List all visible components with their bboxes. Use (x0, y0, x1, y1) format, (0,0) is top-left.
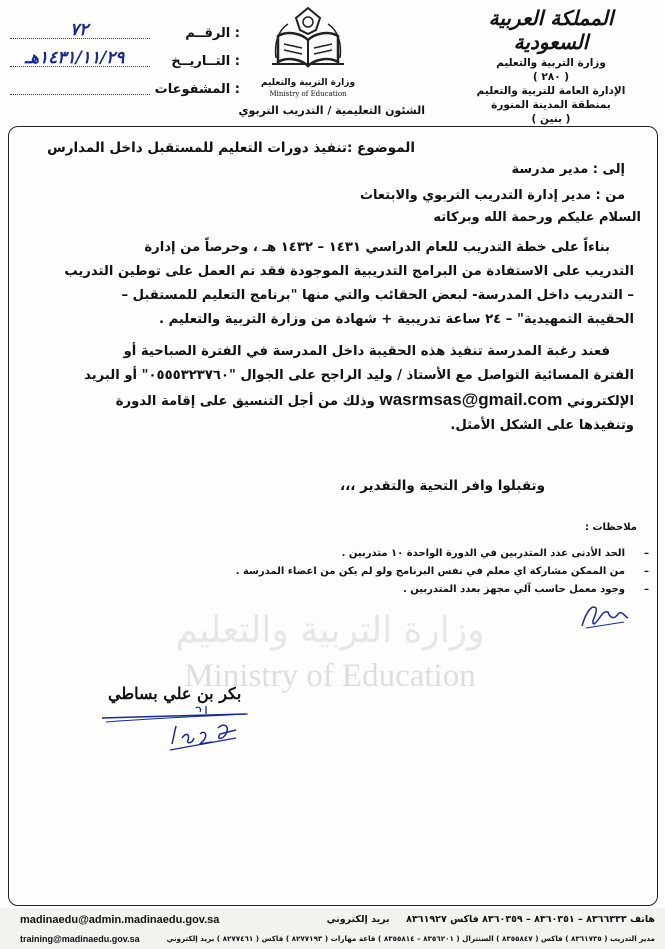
note-item: – من الممكن مشاركة اي معلم في نفس البرنامج ولو لم يكن من اعضاء المدرسة . (235, 566, 649, 577)
ministry-name: وزارة التربية والتعليم (496, 57, 606, 69)
attachments-row (10, 82, 240, 104)
date-row (10, 48, 240, 76)
footer-training-text: مدير التدريب ( ٨٣٦١٧٣٥ ) فاكس ( ٨٣٥٥٨٤٧ ) السنترال ( ٨٣٥٦٢٠١ – ٨٣٥٥٨١٤ ) قاعة مهارات ( ٨٢٧٧١٩٣ ) فاكس ( ٨٢٧٧٤٦١ ) بريد إلكتروني (166, 934, 655, 943)
watermark-en: Ministry of Education (184, 658, 476, 694)
paragraph-1-line-4: الحقيبة التمهيدية" – ٢٤ ساعة تدريبية + شهادة من وزارة التربية والتعليم . (158, 312, 634, 327)
footer-email-1[interactable]: madinaedu@admin.madinaedu.gov.sa (20, 914, 220, 926)
paragraph-2-line-4: وتنفيذها على الشكل الأمثل. (450, 418, 634, 433)
footer-training-line (20, 934, 655, 948)
kingdom-title: المملكة العربية السعودية (488, 6, 614, 54)
paragraph-2-line-3 (24, 388, 634, 414)
attachments-dotted-line (10, 94, 150, 95)
note-text: الحد الأدنى عدد المتدربين في الدورة الواحدة ١٠ متدربين . (341, 548, 625, 559)
body-paragraph-2 (24, 340, 634, 438)
ministry-code: ( ٢٨٠ ) (532, 71, 570, 83)
paragraph-1-line-2: التدريب على الاستفادة من البرامج التدريبية الموجودة فقد تم العمل على توطين التدريب (64, 264, 634, 279)
department-line: الشئون التعليمية / التدريب التربوي (238, 104, 425, 117)
handwritten-signature-icon (96, 704, 256, 756)
closing-line: وتقبلوا وافر التحية والتقدير ،،، (340, 478, 545, 494)
notes-title: ملاحظات : (584, 522, 637, 533)
paragraph-2-line-2: الفترة المسائية التواصل مع الأستاذ / وليد الراجح على الجوال "٠٥٥٥٣٢٣٧٦٠" أو البريد (84, 368, 634, 383)
email-suffix: وذلك من أجل التنسيق على إقامة الدورة (115, 394, 375, 409)
signer-name: بكر بن علي بساطي (108, 684, 242, 703)
body-paragraph-1 (24, 236, 634, 332)
footer-email-2[interactable]: training@madinaedu.gov.sa (20, 934, 140, 944)
watermark-ar: وزارة التربية والتعليم (175, 610, 485, 651)
email-prefix: الإلكتروني (566, 394, 634, 409)
footer-contacts-line (20, 914, 655, 930)
paragraph-1-line-3: – التدريب داخل المدرسة- لبعض الحقائب والتي منها "برنامج التعليم للمستقبل – (121, 288, 634, 303)
note-text: من الممكن مشاركة اي معلم في نفس البرنامج ولو لم يكن من اعضاء المدرسة . (235, 566, 625, 577)
admin-line-2: بمنطقة المدينة المنورة (491, 99, 611, 111)
recipient-line: إلى : مدير مدرسة (511, 162, 625, 177)
letterhead-footer (0, 908, 665, 949)
number-label: الرقــم : (185, 26, 240, 41)
footer-phones (327, 914, 655, 925)
admin-line-1: الإدارة العامة للتربية والتعليم (476, 85, 626, 97)
letter-subject: الموضوع :تنفيذ دورات التعليم للمستقبل داخل المدارس (47, 140, 415, 156)
number-handwritten: ٧٢ (70, 20, 89, 40)
header-issuer-block (451, 6, 651, 126)
contact-email[interactable]: wasrmsas@gmail.com (379, 390, 563, 409)
paragraph-1-line-1: بناءاً على خطة التدريب للعام الدراسي ١٤٣١ – ١٤٣٢ هـ ، وحرصاً من إدارة (144, 240, 610, 255)
sender-line: من : مدير إدارة التدريب التربوي والابتعاث (359, 188, 625, 203)
footer-phones-text: هاتف ٨٣٦٦٣٣٣ – ٨٣٦٠٣٥١ – ٨٣٦٠٣٥٩ فاكس ٨٣٦١٩٢٧ (406, 914, 655, 925)
logo-caption-ar: وزارة التربية والتعليم (260, 78, 356, 88)
logo-caption-en: Ministry of Education (269, 90, 347, 98)
date-label: التــاريــخ : (171, 54, 240, 69)
greeting-line: السلام عليكم ورحمة الله وبركاته (433, 210, 641, 225)
paragraph-2-line-1: فعند رغبة المدرسة تنفيذ هذه الحقيبة داخل المدرسة في الفترة الصباحية أو (123, 344, 610, 359)
attachments-label: المشفوعات : (154, 82, 240, 97)
note-text: وجود معمل حاسب آلي مجهز بعدد المتدربين . (402, 584, 625, 595)
footer-email-1-label: بريد إلكتروني (326, 914, 390, 925)
initials-signature-icon (578, 598, 630, 632)
reference-number-row (10, 20, 240, 48)
admin-line-3: ( بنين ) (531, 113, 571, 125)
note-item: – وجود معمل حاسب آلي مجهز بعدد المتدربين . (402, 584, 649, 595)
note-item: – الحد الأدنى عدد المتدربين في الدورة الواحدة ١٠ متدربين . (341, 548, 649, 559)
date-handwritten: ١٤٣١/١١/٢٩هـ (25, 48, 125, 68)
ministry-logo-icon (258, 4, 358, 104)
